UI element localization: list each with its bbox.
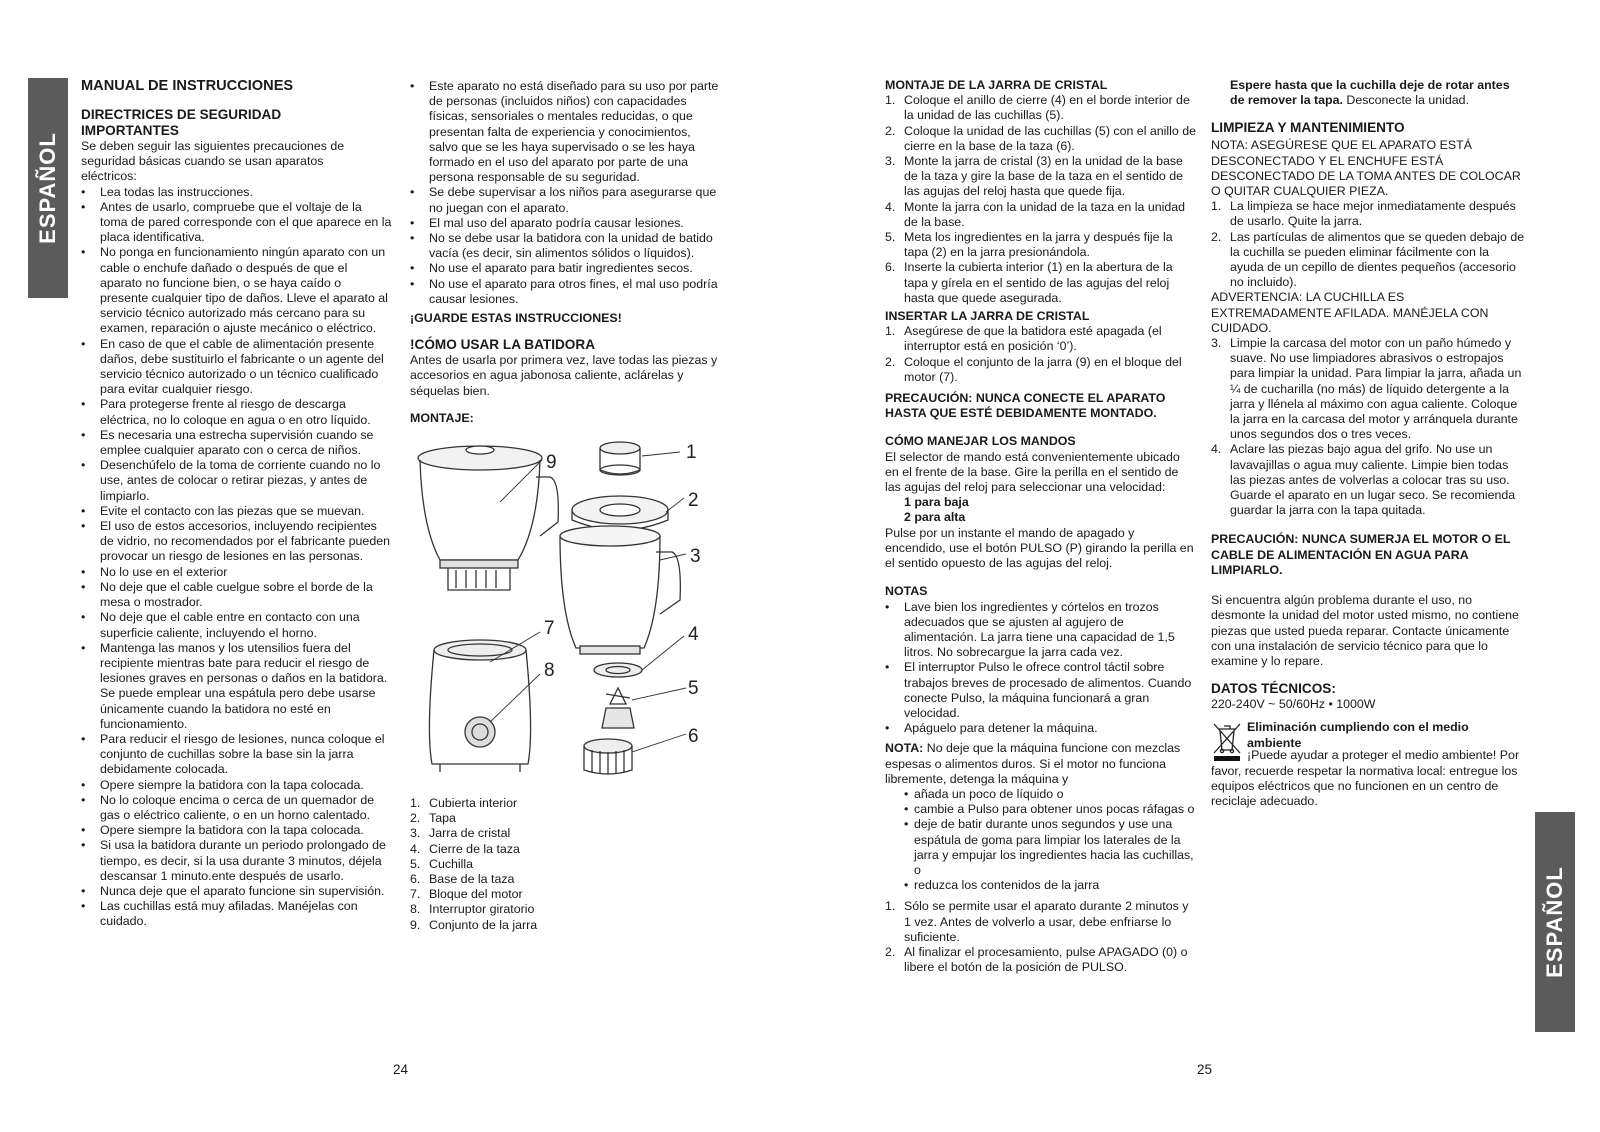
- controls-text: El selector de mando está convenientemente ubicado en el frente de la base. Gire la perilla en el sentido de las agujas del reloj para seleccionar una velocidad:: [885, 449, 1180, 495]
- list-item: • Para protegerse frente al riesgo de descarga eléctrica, no lo coloque en agua o en otro líquido.: [81, 397, 392, 427]
- list-item: • El mal uso del aparato podría causar lesiones.: [410, 216, 722, 231]
- diagram-number: 5: [688, 678, 699, 700]
- list-item: • Desenchúfelo de la toma de corriente cuando no lo use, antes de colocar o retirar piezas, y antes de limpiarlo.: [81, 458, 392, 504]
- safety-list: [81, 185, 392, 930]
- column-assembly: [885, 78, 1197, 975]
- list-item: 1. La limpieza se hace mejor inmediatamente después de usarlo. Quite la jarra.: [1211, 199, 1516, 229]
- language-tab-left: [28, 78, 68, 298]
- manual-title: MANUAL DE INSTRUCCIONES: [81, 78, 294, 94]
- insert-jar-heading: INSERTAR LA JARRA DE CRISTAL: [885, 309, 1090, 324]
- list-item: 4. Monte la jarra con la unidad de la taza en la unidad de la base.: [885, 199, 1186, 229]
- tech-data-heading: DATOS TÉCNICOS:: [1211, 681, 1336, 697]
- diagram-number: 3: [690, 546, 701, 568]
- cleaning-steps-b: [1211, 336, 1525, 518]
- list-item: • Opere siempre la batidora con la tapa colocada.: [81, 778, 392, 793]
- column-safety: [81, 78, 392, 930]
- list-item: 2. Tapa: [410, 811, 456, 826]
- list-item: • deje de batir durante unos segundos y use una espátula de goma para limpiar los laterales de la jarra y empujar los ingredientes hacia las cuchillas, o: [904, 817, 1197, 878]
- wait-note: Espere hasta que la cuchilla deje de rotar antes de remover la tapa. Desconecte la unidad.: [1230, 78, 1510, 108]
- list-item: 5. Cuchilla: [410, 856, 474, 871]
- note-paragraph: NOTA: No deje que la máquina funcione con mezclas espesas o alimentos duros. Si el motor no funciona libremente, detenga la máquina y: [885, 741, 1181, 786]
- diagram-number: 8: [544, 660, 555, 682]
- list-item: • No lo coloque encima o cerca de un quemador de gas o eléctrico caliente, o en un horno calentado.: [81, 793, 392, 823]
- list-item: • Este aparato no está diseñado para su uso por parte de personas (incluidos niños) con capacidades físicas, sensoriales o mentales reducidas, o que presentan falta de experiencia y conocimientos, salvo que se les haya supervisado o se les haya formado en el uso del aparato por parte de una persona responsable de su seguridad.: [410, 79, 722, 185]
- disposal-text: ¡Puede ayudar a proteger el medio ambiente! Por favor, recuerde respetar la normativa local: entregue los equipos eléctricos que no funcionen en un centro de reciclaje adecuado.: [1211, 748, 1520, 808]
- list-item: 6. Base de la taza: [410, 872, 515, 887]
- diagram-number: 4: [688, 624, 699, 646]
- list-item: 3. Jarra de cristal: [410, 826, 511, 841]
- list-item: • Lea todas las instrucciones.: [81, 185, 392, 200]
- jar-assembly-steps: [885, 93, 1197, 306]
- inner-cap-drawing: [600, 442, 640, 475]
- blade-warning: ADVERTENCIA: LA CUCHILLA ES EXTREMADAMENTE AFILADA. MANÉJELA CON CUIDADO.: [1211, 290, 1489, 335]
- motor-base-drawing: [429, 640, 530, 772]
- list-item: 2. Las partículas de alimentos que se queden debajo de la cuchilla se pueden eliminar fácilmente con la ayuda de un cepillo de dientes pequeños (accesorio no incluido).: [1211, 229, 1525, 290]
- language-tab-label: ESPAÑOL: [1542, 866, 1567, 978]
- safety-list-continued: [410, 79, 722, 307]
- list-item: • No lo use en el exterior: [81, 565, 392, 580]
- speed-low: 1 para baja: [904, 495, 969, 510]
- list-item: • El uso de estos accesorios, incluyendo recipientes de vidrio, no recomendados por el fabricante pueden provocar un riesgo de lesiones en las personas.: [81, 519, 392, 565]
- list-item: • Evite el contacto con las piezas que se muevan.: [81, 504, 392, 519]
- save-instructions: ¡GUARDE ESTAS INSTRUCCIONES!: [410, 311, 622, 326]
- list-item: 8. Interruptor giratorio: [410, 902, 535, 917]
- list-item: 1. Coloque el anillo de cierre (4) en el borde interior de la unidad de las cuchillas (5).: [885, 93, 1190, 123]
- language-tab-right: [1535, 812, 1575, 1032]
- parts-list: [410, 796, 722, 933]
- list-item: 1. Asegúrese de que la batidora esté apagada (el interruptor está en posición ‘0’).: [885, 324, 1162, 354]
- list-item: • No se debe usar la batidora con la unidad de batido vacía (es decir, sin alimentos sólidos o líquidos).: [410, 231, 722, 261]
- blade-drawing: [602, 688, 634, 728]
- controls-heading: CÓMO MANEJAR LOS MANDOS: [885, 434, 1076, 449]
- list-item: 1. Cubierta interior: [410, 796, 518, 811]
- safety-intro: Se deben seguir las siguientes precauciones de seguridad básicas cuando se usan aparatos eléctricos:: [81, 139, 345, 184]
- jar-assembly-heading: MONTAJE DE LA JARRA DE CRISTAL: [885, 78, 1108, 92]
- list-item: • El interruptor Pulso le ofrece control táctil sobre trabajos breves de procesado de alimentos. Cuando conecte Pulso, la máquina funcionará a gran velocidad.: [885, 660, 1197, 721]
- list-item: • En caso de que el cable de alimentación presente daños, debe sustituirlo el fabricante o un agente del servicio técnico autorizado o un técnico cualificado para evitar cualquier riesgo.: [81, 337, 392, 398]
- caution-immersion: PRECAUCIÓN: NUNCA SUMERJA EL MOTOR O EL CABLE DE ALIMENTACIÓN EN AGUA PARA LIMPIARLO.: [1211, 532, 1511, 577]
- usage-limit-steps: [885, 899, 1197, 975]
- list-item: 4. Aclare las piezas bajo agua del grifo. No use un lavavajillas o agua muy caliente. Limpie bien todas las piezas antes de volverlas a colocar tras su uso. Guarde el aparato en un lugar seco. Se recomienda guardar la jarra con la tapa quitada.: [1211, 442, 1516, 518]
- disposal-block: [1211, 720, 1525, 764]
- list-item: • Nunca deje que el aparato funcione sin supervisión.: [81, 884, 392, 899]
- list-item: • Apáguelo para detener la máquina.: [885, 721, 1197, 736]
- base-cup-drawing: [584, 739, 632, 774]
- page-number-right: 25: [1197, 1062, 1213, 1077]
- list-item: • añada un poco de líquido o: [904, 787, 1197, 802]
- list-item: 2. Al finalizar el procesamiento, pulse APAGADO (0) o libere el botón de la posición de PULSO.: [885, 944, 1188, 975]
- list-item: • No use el aparato para otros fines, el mal uso podría causar lesiones.: [410, 277, 722, 307]
- list-item: 2. Coloque el conjunto de la jarra (9) en el bloque del motor (7).: [885, 354, 1182, 384]
- diagram-number: 7: [544, 618, 555, 640]
- glass-jar-drawing: [560, 526, 680, 654]
- list-item: 1. Sólo se permite usar el aparato durante 2 minutos y 1 vez. Antes de volverlo a usar, debe enfriarse lo suficiente.: [885, 899, 1189, 944]
- list-item: • Se debe supervisar a los niños para asegurarse que no juegan con el aparato.: [410, 185, 722, 215]
- tech-data-value: 220-240V ~ 50/60Hz • 1000W: [1211, 697, 1376, 712]
- recycle-bin-icon: [1211, 720, 1243, 762]
- notes-list: [885, 600, 1197, 737]
- list-item: • reduzca los contenidos de la jarra: [904, 878, 1197, 893]
- diagram-number: 1: [686, 442, 697, 464]
- disposal-heading: Eliminación cumpliendo con el medio ambiente: [1247, 720, 1469, 750]
- list-item: • Opere siempre la batidora con la tapa colocada.: [81, 823, 392, 838]
- list-item: • No ponga en funcionamiento ningún aparato con un cable o enchufe dañado o después de que el aparato no funcione bien, o se haya caído o presente cualquier tipo de daños. Lleve el aparato al servicio técnico autorizado más cercano para su examen, reparación o ajuste mecánico o eléctrico.: [81, 245, 392, 336]
- list-item: 7. Bloque del motor: [410, 887, 523, 902]
- list-item: 9. Conjunto de la jarra: [410, 917, 538, 932]
- list-item: 3. Limpie la carcasa del motor con un paño húmedo y suave. No use limpiadores abrasivos o estropajos para limpiar la unidad. Para limpiar la jarra, añada un ¼ de cucharilla (no más) de líquido detergente a la jarra y llénela al máximo con agua caliente. Coloque la jarra en la carcasa del motor y arránquela durante unos segundos dos o tres veces.: [1211, 336, 1522, 442]
- list-item: 5. Meta los ingredientes en la jarra y después fije la tapa (2) en la jarra presionándola.: [885, 230, 1173, 260]
- notes-heading: NOTAS: [885, 584, 928, 599]
- diagram-number: 6: [688, 726, 699, 748]
- list-item: • Lave bien los ingredientes y córtelos en trozos adecuados que se ajusten al agujero de alimentación. La jarra tiene una capacidad de 1,5 litros. No sobrecargue la jarra cada vez.: [885, 600, 1197, 661]
- cleaning-steps-a: [1211, 199, 1525, 290]
- service-text: Si encuentra algún problema durante el uso, no desmonte la unidad del motor usted mismo, no contiene piezas que usted pueda reparar. Contacte únicamente con una instalación de servicio técnico para que lo examine y lo repare.: [1211, 593, 1519, 668]
- cleaning-note: NOTA: ASEGÚRESE QUE EL APARATO ESTÁ DESCONECTADO Y EL ENCHUFE ESTÁ DESCONECTADO DE LA TOMA ANTES DE COLOCAR O QUITAR CUALQUIER PIEZA.: [1211, 138, 1521, 199]
- list-item: • Mantenga las manos y los utensilios fuera del recipiente mientras bate para reducir el riesgo de lesiones graves en personas o daños en la batidora. Se puede emplear una espátula pero debe usarse únicamente cuando la batidora no esté en funcionamiento.: [81, 641, 392, 732]
- list-item: 3. Monte la jarra de cristal (3) en la unidad de la base de la taza y gire la base de la taza en el sentido de las agujas del reloj hasta que quede fija.: [885, 154, 1183, 199]
- diagram-number: 9: [546, 452, 557, 474]
- list-item: • cambie a Pulso para obtener unos pocas ráfagas o: [904, 802, 1197, 817]
- insert-jar-steps: [885, 324, 1197, 385]
- cleaning-heading: LIMPIEZA Y MANTENIMIENTO: [1211, 120, 1405, 136]
- assembly-label: MONTAJE:: [410, 410, 474, 425]
- column-usage: [410, 79, 722, 933]
- safety-heading: DIRECTRICES DE SEGURIDAD IMPORTANTES: [81, 107, 282, 138]
- language-tab-label: ESPAÑOL: [35, 132, 60, 244]
- pulse-text: Pulse por un instante el mando de apagado y encendido, use el botón PULSO (P) girando la perilla en el sentido opuesto de las agujas del reloj.: [885, 525, 1194, 571]
- page-number-left: 24: [393, 1062, 409, 1077]
- list-item: • Antes de usarlo, compruebe que el voltaje de la toma de pared corresponde con el que aparece en la placa identificativa.: [81, 200, 392, 246]
- list-item: • No deje que el cable cuelgue sobre el borde de la mesa o mostrador.: [81, 580, 392, 610]
- diagram-number: 2: [688, 490, 699, 512]
- note-sublist: [885, 787, 1197, 893]
- how-to-use-text: Antes de usarla por primera vez, lave todas las piezas y accesorios en agua jabonosa caliente, aclárelas y séquelas bien.: [410, 353, 718, 398]
- list-item: 6. Inserte la cubierta interior (1) en la abertura de la tapa y gírela en el sentido de las agujas del reloj hasta que quede asegurada.: [885, 260, 1173, 305]
- list-item: • Es necesaria una estrecha supervisión cuando se emplee cualquier aparato con o cerca de niños.: [81, 428, 392, 458]
- list-item: • Para reducir el riesgo de lesiones, nunca coloque el conjunto de cuchillas sobre la base sin la jarra debidamente colocada.: [81, 732, 392, 778]
- list-item: 2. Coloque la unidad de las cuchillas (5) con el anillo de cierre en la base de la taza (6).: [885, 123, 1197, 153]
- seal-ring-drawing: [594, 663, 642, 677]
- how-to-use-heading: !CÓMO USAR LA BATIDORA: [410, 337, 596, 353]
- speed-high: 2 para alta: [904, 510, 966, 525]
- lid-drawing: [572, 496, 668, 530]
- column-cleaning: [1211, 78, 1525, 809]
- caution-assembly: PRECAUCIÓN: NUNCA CONECTE EL APARATO HASTA QUE ESTÉ DEBIDAMENTE MONTADO.: [885, 391, 1166, 421]
- list-item: • No use el aparato para batir ingredientes secos.: [410, 261, 722, 276]
- list-item: 4. Cierre de la taza: [410, 841, 520, 856]
- list-item: • No deje que el cable entre en contacto con una superficie caliente, incluyendo el horno.: [81, 610, 392, 640]
- list-item: • Si usa la batidora durante un periodo prolongado de tiempo, es decir, si la usa durante 3 minutos, déjela descansar 1 minuto.ente después de usarlo.: [81, 838, 392, 884]
- blender-parts-diagram: [410, 432, 722, 792]
- jar-assembly-drawing: [418, 446, 558, 590]
- list-item: • Las cuchillas está muy afiladas. Manéjelas con cuidado.: [81, 899, 392, 929]
